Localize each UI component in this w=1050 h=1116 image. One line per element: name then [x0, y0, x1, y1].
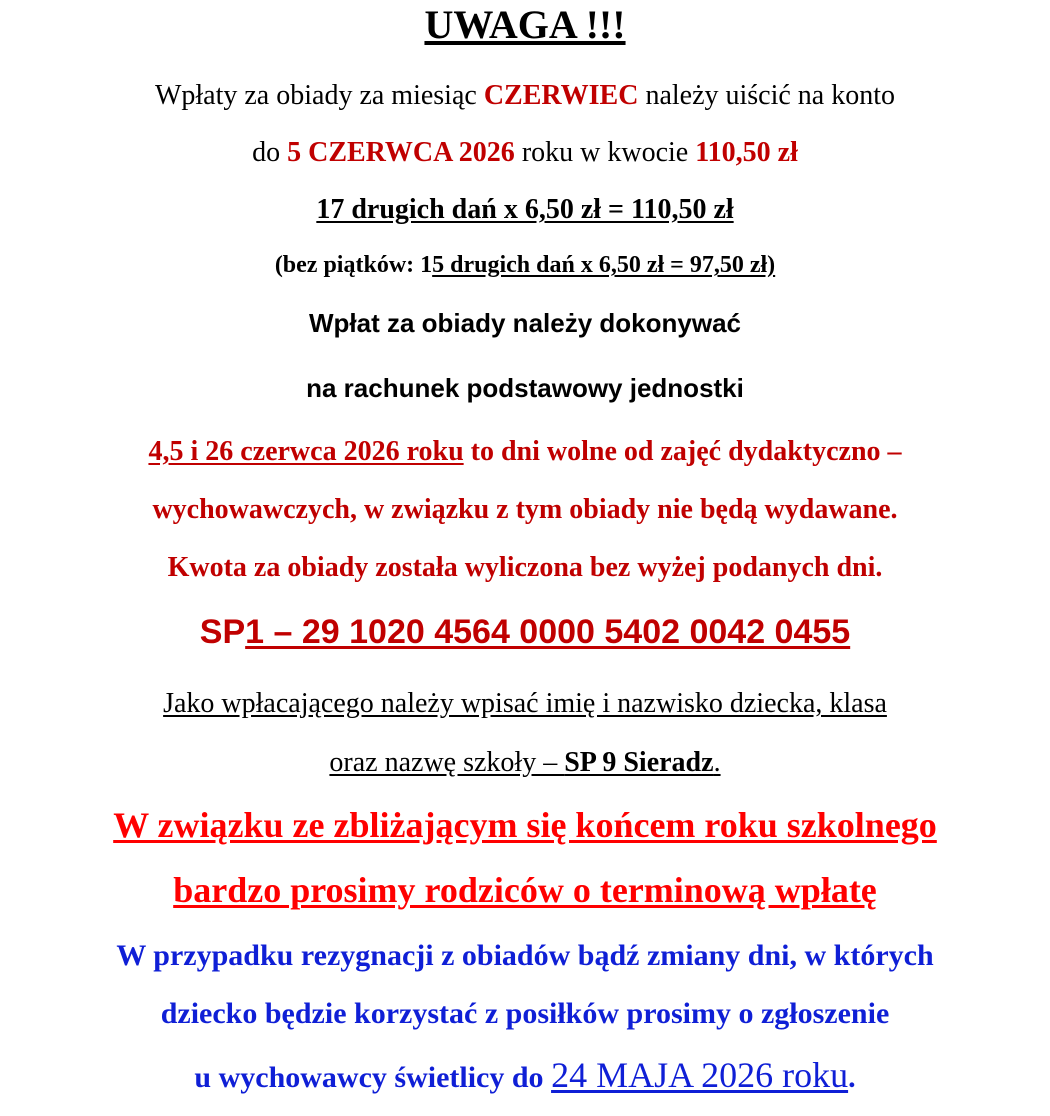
payer-line-1 — [0, 684, 1050, 724]
bank-account-number — [0, 608, 1050, 656]
reminder-line-1-text: W związku ze zbliżającym się końcem roku szkolnego — [113, 805, 937, 845]
payment-line-1-post: należy uiścić na konto — [638, 80, 896, 111]
payment-amount: 110,50 zł — [695, 137, 798, 168]
account-info-line-1: Wpłat za obiady należy dokonywać — [309, 308, 741, 338]
bank-account-prefix: SP — [199, 613, 246, 651]
payment-deadline: 5 CZERWCA 2026 — [287, 137, 515, 168]
reminder-line-2-text: bardzo prosimy rodziców o terminową wpłatę — [173, 870, 877, 910]
payer-line-1-text: Jako wpłacającego należy wpisać imię i nazwisko dziecka, klasa — [163, 688, 887, 719]
free-days-dates: 4,5 i 26 czerwca 2026 roku — [148, 436, 464, 467]
payer-line-2-underlined — [329, 747, 720, 778]
resignation-line-1: W przypadku rezygnacji z obiadów bądź zmiany dni, w których — [116, 939, 934, 972]
free-days-line-2: wychowawczych, w związku z tym obiady nie będą wydawane. — [152, 494, 898, 525]
resignation-deadline: 24 MAJA 2026 roku — [551, 1055, 849, 1095]
account-info-line-2: na rachunek podstawowy jednostki — [306, 373, 744, 403]
calculation-full — [0, 190, 1050, 230]
reminder-line-2 — [0, 865, 1050, 915]
bank-account-underlined: 1 – 29 1020 4564 0000 5402 0042 0455 — [245, 613, 851, 651]
payment-line-2-pre: do — [252, 137, 288, 168]
school-name: SP 9 Sieradz — [564, 747, 714, 778]
calculation-alt-underlined: 5 drugich dań x 6,50 zł = 97,50 zł) — [432, 252, 776, 278]
free-days-line-3: Kwota za obiady została wyliczona bez wyżej podanych dni. — [167, 552, 883, 583]
calculation-alt — [0, 247, 1050, 283]
reminder-line-1 — [0, 800, 1050, 850]
calculation-alt-pre: (bez piątków: 1 — [274, 252, 433, 278]
payer-line-2-post: . — [713, 747, 721, 778]
calculation-full-text: 17 drugich dań x 6,50 zł = 110,50 zł — [316, 194, 734, 225]
payment-line-1 — [0, 76, 1050, 116]
resignation-line-3-post: . — [848, 1061, 856, 1094]
payment-line-2-mid: roku w kwocie — [514, 137, 696, 168]
payer-line-2 — [0, 743, 1050, 783]
resignation-line-2: dziecko będzie korzystać z posiłków prosimy o zgłoszenie — [160, 997, 890, 1030]
payer-line-2-pre: oraz nazwę szkoły – — [329, 747, 565, 778]
payment-line-1-pre: Wpłaty za obiady za miesiąc — [154, 80, 484, 111]
payment-line-2 — [0, 133, 1050, 173]
free-days-line-1 — [0, 432, 1050, 472]
resignation-line-3-pre: u wychowawcy świetlicy do — [194, 1061, 552, 1094]
free-days-line-1-post: to dni wolne od zajęć dydaktyczno – — [463, 436, 902, 467]
page-title: UWAGA !!! — [424, 2, 626, 47]
payment-month: CZERWIEC — [483, 80, 639, 111]
resignation-line-3 — [0, 1051, 1050, 1102]
